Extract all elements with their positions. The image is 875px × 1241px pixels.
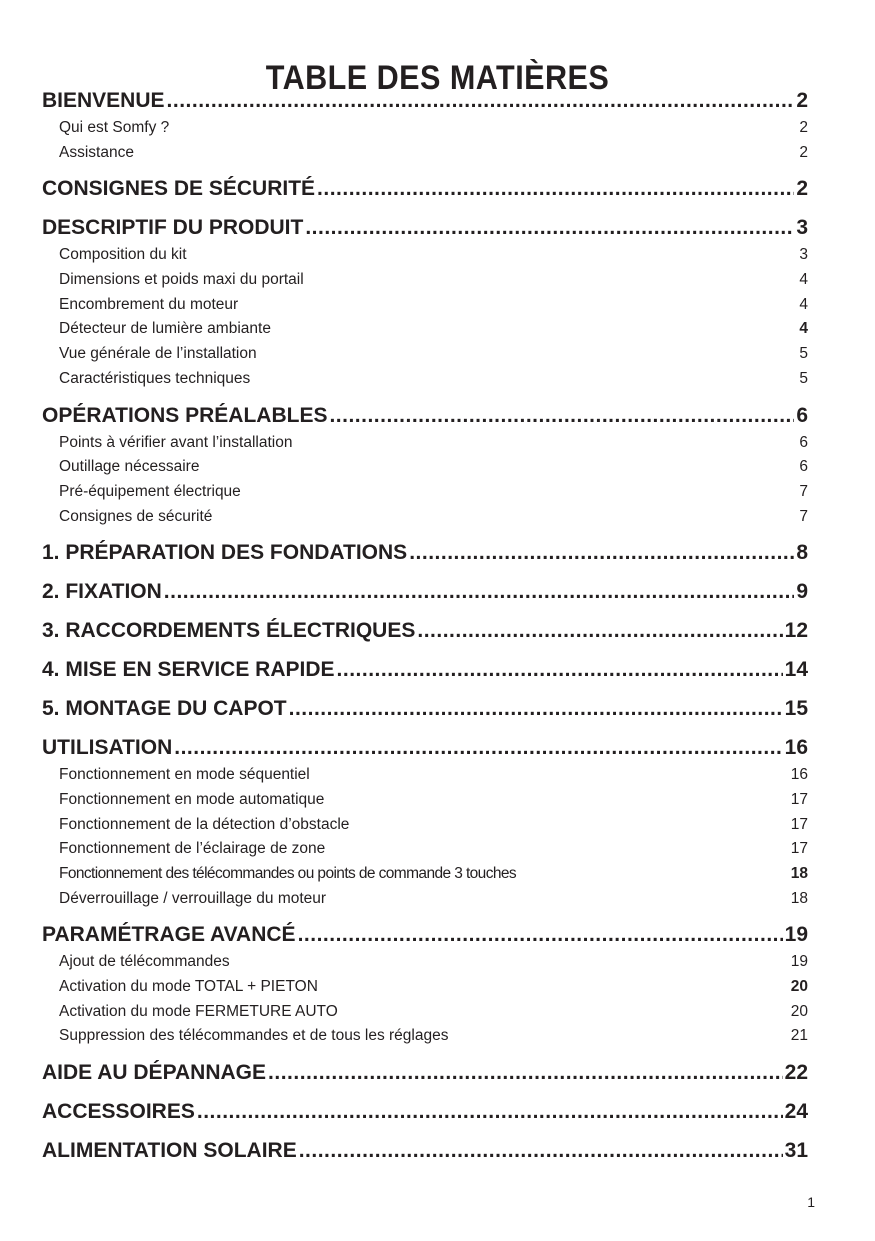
toc-entry-sub[interactable]	[42, 862, 808, 887]
toc-entry-sub[interactable]	[42, 505, 808, 530]
toc-subentry-page: 20	[790, 978, 808, 996]
toc-subentry-title: Déverrouillage / verrouillage du moteur	[59, 889, 327, 907]
toc-entry-sub[interactable]	[42, 342, 808, 367]
toc-entry-sub[interactable]	[42, 1024, 808, 1049]
toc-section	[42, 86, 808, 165]
toc-entry-sub[interactable]	[42, 431, 808, 456]
toc-subentry-title: Fonctionnement de l’éclairage de zone	[59, 840, 326, 858]
toc-subentry-title: Fonctionnement des télécommandes ou points de commande 3 touches	[59, 865, 517, 882]
toc-entry-title: 5. MONTAGE DU CAPOT	[42, 697, 287, 721]
toc-subentry-title: Outillage nécessaire	[59, 458, 200, 476]
toc-subentry-page: 19	[790, 953, 808, 971]
toc-entry-title: ALIMENTATION SOLAIRE	[42, 1139, 297, 1163]
toc-subentry-title: Activation du mode FERMETURE AUTO	[59, 1002, 338, 1020]
dot-leader	[164, 577, 795, 607]
toc-subentry-page: 4	[799, 320, 808, 338]
toc-entry-title: OPÉRATIONS PRÉALABLES	[42, 403, 328, 427]
toc-subentry-title: Points à vérifier avant l’installation	[59, 433, 293, 451]
dot-leader	[289, 694, 783, 724]
toc-section	[42, 920, 808, 1049]
toc-entry-title: 2. FIXATION	[42, 580, 162, 604]
toc-entry-sub[interactable]	[42, 975, 808, 1000]
toc-subentry-title: Caractéristiques techniques	[59, 369, 251, 387]
toc-entry-main[interactable]	[42, 694, 808, 724]
toc-subentry-page: 17	[790, 815, 808, 833]
toc-entry-page: 6	[796, 403, 808, 427]
toc-subentry-title: Encombrement du moteur	[59, 295, 239, 313]
toc-subentry-page: 7	[799, 482, 808, 500]
toc-section	[42, 213, 808, 391]
toc-entry-sub[interactable]	[42, 268, 808, 293]
toc-subentry-page: 17	[790, 840, 808, 858]
toc-subentry-page: 18	[790, 889, 808, 907]
toc-entry-title: PARAMÉTRAGE AVANCÉ	[42, 923, 296, 947]
toc-entry-title: AIDE AU DÉPANNAGE	[42, 1061, 267, 1085]
toc-subentry-page: 7	[799, 507, 808, 525]
dot-leader	[409, 538, 794, 568]
toc-entry-main[interactable]	[42, 655, 808, 685]
toc-section	[42, 1097, 808, 1127]
toc-entry-title: 3. RACCORDEMENTS ÉLECTRIQUES	[42, 619, 416, 643]
toc-entry-page: 14	[784, 658, 808, 682]
toc-subentry-title: Ajout de télécommandes	[59, 953, 230, 971]
toc-entry-main[interactable]	[42, 733, 808, 763]
toc-entry-page: 31	[784, 1139, 808, 1163]
toc-subentry-page: 5	[799, 369, 808, 387]
toc-section	[42, 538, 808, 568]
toc-subentry-page: 21	[790, 1027, 808, 1045]
dot-leader	[337, 655, 783, 685]
dot-leader	[268, 1058, 783, 1088]
toc-entry-page: 15	[784, 697, 808, 721]
toc-entry-main[interactable]	[42, 616, 808, 646]
toc-entry-sub[interactable]	[42, 293, 808, 318]
toc-subentry-title: Consignes de sécurité	[59, 507, 213, 525]
toc-entry-sub[interactable]	[42, 243, 808, 268]
toc-subentry-page: 18	[790, 865, 808, 882]
toc-subentry-page: 6	[799, 458, 808, 476]
toc-subentry-page: 20	[790, 1002, 808, 1020]
toc-entry-sub[interactable]	[42, 950, 808, 975]
toc-entry-title: 1. PRÉPARATION DES FONDATIONS	[42, 541, 408, 565]
toc-entry-sub[interactable]	[42, 788, 808, 813]
toc-entry-main[interactable]	[42, 1058, 808, 1088]
toc-section	[42, 616, 808, 646]
toc-subentry-title: Détecteur de lumière ambiante	[59, 320, 271, 338]
toc-entry-sub[interactable]	[42, 116, 808, 141]
toc-subentry-title: Assistance	[59, 143, 134, 161]
toc-section	[42, 733, 808, 911]
toc-entry-title: ACCESSOIRES	[42, 1100, 195, 1124]
toc-entry-page: 16	[784, 736, 808, 760]
dot-leader	[305, 213, 794, 243]
dot-leader	[167, 86, 795, 116]
dot-leader	[329, 401, 794, 431]
toc-entry-main[interactable]	[42, 1136, 808, 1166]
toc-entry-title: UTILISATION	[42, 736, 173, 760]
toc-subentry-page: 2	[799, 119, 808, 136]
toc-entry-sub[interactable]	[42, 837, 808, 862]
toc-entry-sub[interactable]	[42, 887, 808, 912]
toc-section	[42, 1058, 808, 1088]
toc-entry-page: 19	[784, 923, 808, 947]
toc-section	[42, 655, 808, 685]
toc-section	[42, 1136, 808, 1166]
toc-subentry-title: Activation du mode TOTAL + PIETON	[59, 978, 318, 996]
dot-leader	[197, 1097, 783, 1127]
toc-section	[42, 401, 808, 530]
dot-leader	[299, 1136, 783, 1166]
toc-subentry-page: 5	[799, 345, 808, 363]
toc-section	[42, 174, 808, 204]
toc-entry-page: 8	[796, 541, 808, 565]
dot-leader	[417, 616, 782, 646]
table-of-contents	[42, 86, 808, 1166]
toc-subentry-title: Vue générale de l’installation	[59, 345, 257, 363]
toc-subentry-page: 4	[799, 271, 808, 289]
toc-subentry-title: Composition du kit	[59, 246, 187, 264]
toc-entry-main[interactable]	[42, 86, 808, 116]
toc-entry-title: BIENVENUE	[42, 89, 165, 112]
toc-entry-sub[interactable]	[42, 455, 808, 480]
toc-section	[42, 694, 808, 724]
toc-subentry-page: 17	[790, 790, 808, 808]
toc-subentry-title: Fonctionnement en mode automatique	[59, 790, 325, 808]
toc-entry-main[interactable]	[42, 577, 808, 607]
toc-entry-sub[interactable]	[42, 367, 808, 392]
toc-subentry-page: 2	[799, 143, 808, 161]
toc-subentry-title: Pré-équipement électrique	[59, 482, 241, 500]
toc-entry-page: 2	[796, 177, 808, 201]
dot-leader	[317, 174, 794, 204]
toc-entry-main[interactable]	[42, 174, 808, 204]
toc-subentry-page: 4	[799, 295, 808, 313]
toc-entry-title: CONSIGNES DE SÉCURITÉ	[42, 177, 316, 201]
toc-entry-main[interactable]	[42, 401, 808, 431]
toc-entry-sub[interactable]	[42, 317, 808, 342]
toc-subentry-title: Fonctionnement en mode séquentiel	[59, 766, 310, 784]
toc-entry-main[interactable]	[42, 920, 808, 950]
page-number: 1	[807, 1194, 815, 1210]
dot-leader	[298, 920, 783, 950]
toc-entry-page: 12	[784, 619, 808, 643]
toc-section	[42, 577, 808, 607]
toc-entry-sub[interactable]	[42, 813, 808, 838]
toc-entry-page: 9	[796, 580, 808, 604]
page-title: TABLE DES MATIÈRES	[265, 58, 610, 97]
toc-entry-page: 2	[796, 89, 808, 112]
toc-entry-sub[interactable]	[42, 141, 808, 166]
toc-entry-sub[interactable]	[42, 1000, 808, 1025]
toc-entry-page: 3	[796, 216, 808, 240]
toc-subentry-title: Suppression des télécommandes et de tous les réglages	[59, 1027, 449, 1045]
toc-entry-page: 24	[784, 1100, 808, 1124]
toc-entry-sub[interactable]	[42, 763, 808, 788]
toc-subentry-page: 16	[790, 766, 808, 784]
toc-entry-page: 22	[784, 1061, 808, 1085]
toc-subentry-title: Qui est Somfy ?	[59, 119, 170, 136]
toc-entry-main[interactable]	[42, 213, 808, 243]
toc-subentry-page: 6	[799, 433, 808, 451]
toc-subentry-title: Dimensions et poids maxi du portail	[59, 271, 304, 289]
toc-entry-title: 4. MISE EN SERVICE RAPIDE	[42, 658, 335, 682]
toc-subentry-title: Fonctionnement de la détection d’obstacle	[59, 815, 350, 833]
dot-leader	[174, 733, 782, 763]
toc-entry-main[interactable]	[42, 1097, 808, 1127]
toc-subentry-page: 3	[799, 246, 808, 264]
toc-entry-sub[interactable]	[42, 480, 808, 505]
toc-entry-main[interactable]	[42, 538, 808, 568]
toc-entry-title: DESCRIPTIF DU PRODUIT	[42, 216, 304, 240]
